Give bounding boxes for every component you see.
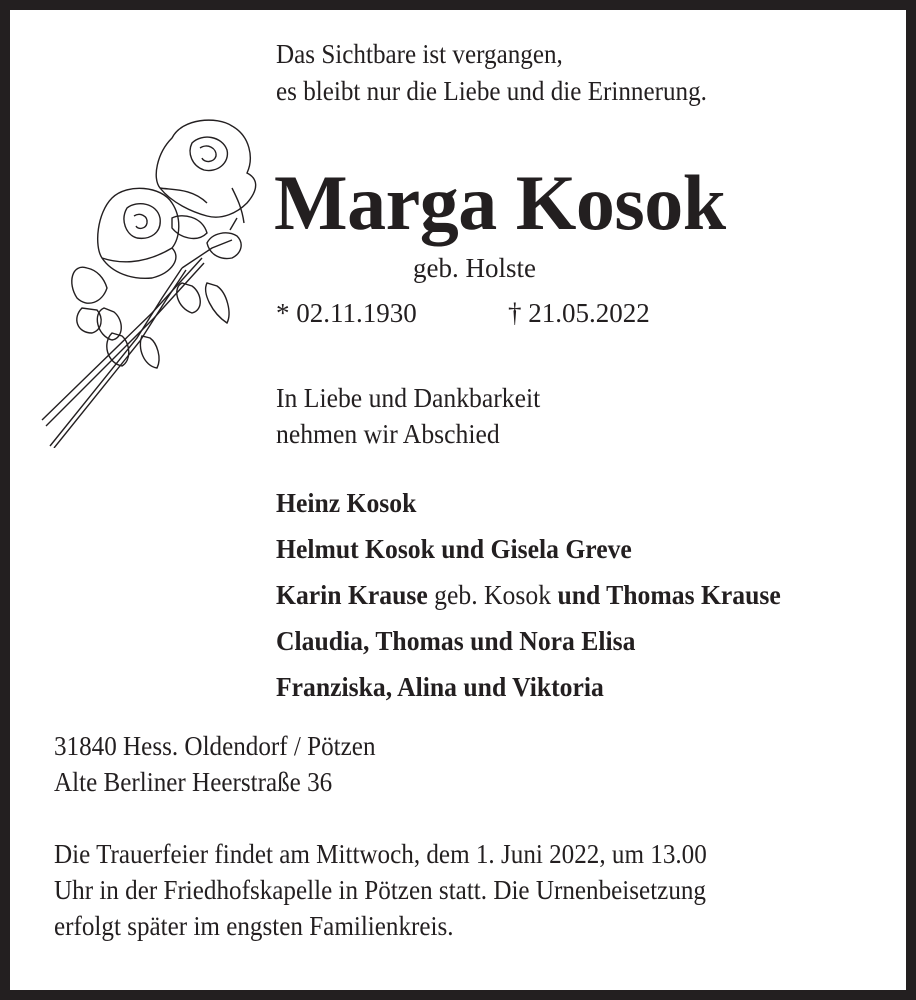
mourner-name: und Thomas Krause (557, 580, 781, 610)
mourner-line (276, 572, 781, 618)
mourner-maiden-name: geb. Kosok (427, 580, 558, 610)
mourner-name: Karin Krause (276, 580, 428, 610)
mourners-list (276, 480, 807, 710)
ceremony-line-3: erfolgt später im engsten Familienkreis. (54, 911, 454, 941)
mourner-line (276, 664, 781, 710)
quote-line-2: es bleibt nur die Liebe und die Erinnerung. (276, 76, 707, 106)
mourner-name: Claudia, Thomas und Nora Elisa (276, 626, 636, 656)
ceremony-line-2: Uhr in der Friedhofskapelle in Pötzen statt. Die Urnenbeisetzung (54, 875, 707, 905)
farewell-line-2: nehmen wir Abschied (276, 419, 500, 449)
maiden-name: geb. Holste (413, 253, 536, 283)
memorial-quote (276, 36, 739, 110)
mourner-line (276, 480, 781, 526)
farewell-line-1: In Liebe und Dankbarkeit (276, 383, 541, 413)
deceased-name: Marga Kosok (274, 159, 726, 246)
death-date: † 21.05.2022 (508, 298, 650, 328)
obituary-notice (10, 10, 906, 990)
life-dates (276, 295, 650, 331)
address-line-1: 31840 Hess. Oldendorf / Pötzen (54, 731, 376, 761)
ceremony-info (54, 836, 756, 944)
mourner-line (276, 618, 781, 664)
mourner-name: Helmut Kosok und Gisela Greve (276, 534, 632, 564)
ceremony-line-1: Die Trauerfeier findet am Mittwoch, dem 1. Juni 2022, um 13.00 (54, 839, 707, 869)
mourner-name: Heinz Kosok (276, 488, 417, 518)
quote-line-1: Das Sichtbare ist vergangen, (276, 39, 563, 69)
birth-date: * 02.11.1930 (276, 298, 417, 328)
mourner-line (276, 526, 781, 572)
mourner-name: Franziska, Alina und Viktoria (276, 672, 604, 702)
roses-drawing-icon (32, 108, 262, 448)
farewell-text (276, 380, 554, 452)
address-line-2: Alte Berliner Heerstraße 36 (54, 767, 333, 797)
family-address (54, 728, 400, 800)
